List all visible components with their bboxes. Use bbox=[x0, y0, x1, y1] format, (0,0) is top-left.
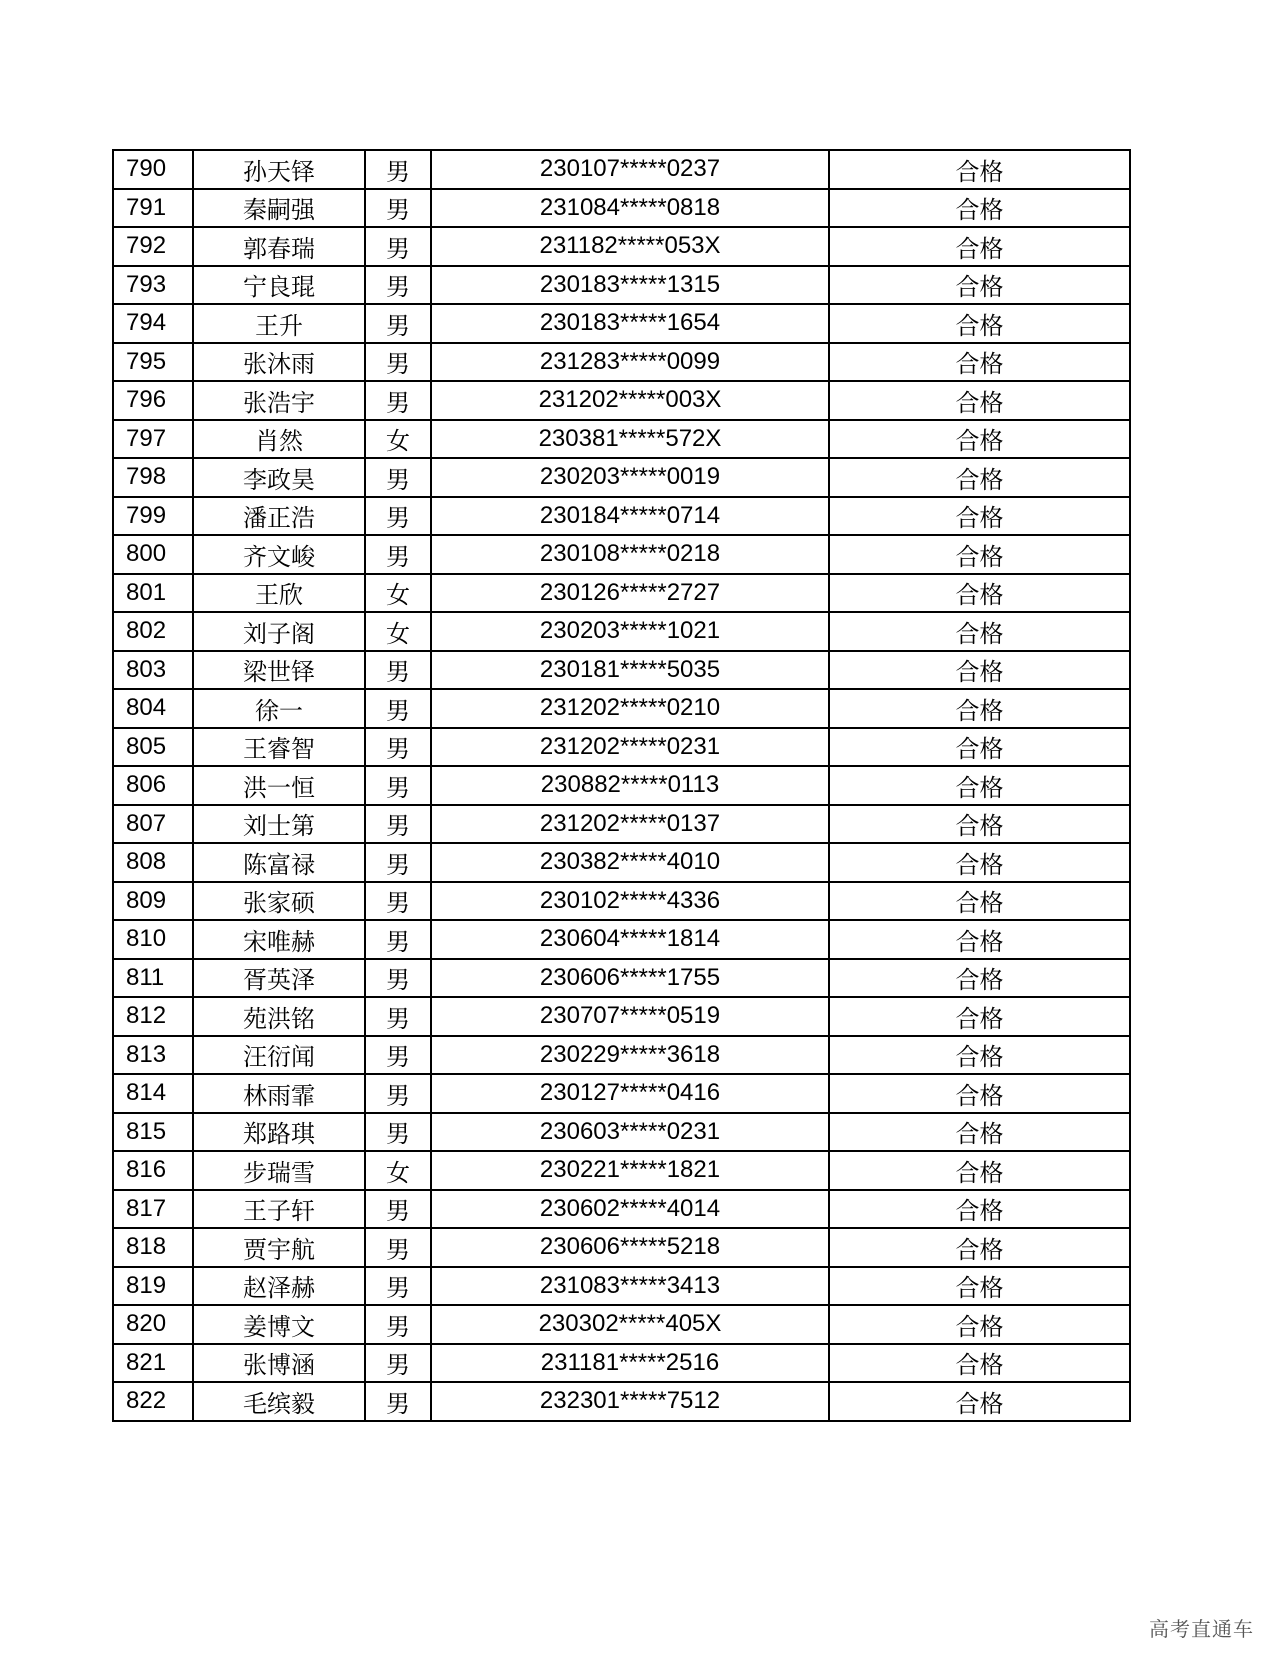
row-number: 803 bbox=[113, 651, 193, 690]
candidate-id-number: 231182*****053X bbox=[431, 227, 829, 266]
table-row bbox=[113, 1190, 1130, 1229]
result-status: 合格 bbox=[829, 1228, 1130, 1267]
result-status: 合格 bbox=[829, 843, 1130, 882]
row-number: 797 bbox=[113, 420, 193, 459]
candidate-id-number: 230203*****0019 bbox=[431, 458, 829, 497]
candidate-name: 赵泽赫 bbox=[193, 1267, 365, 1306]
row-number: 819 bbox=[113, 1267, 193, 1306]
row-number: 817 bbox=[113, 1190, 193, 1229]
candidate-gender: 男 bbox=[365, 304, 431, 343]
table-row bbox=[113, 535, 1130, 574]
row-number: 810 bbox=[113, 920, 193, 959]
result-status: 合格 bbox=[829, 1267, 1130, 1306]
candidate-id-number: 230382*****4010 bbox=[431, 843, 829, 882]
candidate-id-number: 230181*****5035 bbox=[431, 651, 829, 690]
result-status: 合格 bbox=[829, 1305, 1130, 1344]
candidate-gender: 男 bbox=[365, 189, 431, 228]
row-number: 816 bbox=[113, 1151, 193, 1190]
candidate-id-number: 231202*****0231 bbox=[431, 728, 829, 767]
table-row bbox=[113, 1382, 1130, 1421]
candidate-name: 张沐雨 bbox=[193, 343, 365, 382]
row-number: 806 bbox=[113, 766, 193, 805]
candidate-id-number: 230184*****0714 bbox=[431, 497, 829, 536]
row-number: 808 bbox=[113, 843, 193, 882]
table-row bbox=[113, 1228, 1130, 1267]
candidate-name: 胥英泽 bbox=[193, 959, 365, 998]
candidate-id-number: 230602*****4014 bbox=[431, 1190, 829, 1229]
candidate-name: 郭春瑞 bbox=[193, 227, 365, 266]
candidate-name: 刘子阁 bbox=[193, 612, 365, 651]
candidate-name: 梁世铎 bbox=[193, 651, 365, 690]
table-row bbox=[113, 497, 1130, 536]
result-status: 合格 bbox=[829, 420, 1130, 459]
candidate-name: 秦嗣强 bbox=[193, 189, 365, 228]
candidate-id-number: 230108*****0218 bbox=[431, 535, 829, 574]
result-status: 合格 bbox=[829, 882, 1130, 921]
table-row bbox=[113, 1267, 1130, 1306]
candidate-name: 李政昊 bbox=[193, 458, 365, 497]
candidate-gender: 男 bbox=[365, 1267, 431, 1306]
row-number: 818 bbox=[113, 1228, 193, 1267]
candidate-name: 王欣 bbox=[193, 574, 365, 613]
candidate-name: 贾宇航 bbox=[193, 1228, 365, 1267]
table-row bbox=[113, 920, 1130, 959]
candidate-name: 张家硕 bbox=[193, 882, 365, 921]
result-status: 合格 bbox=[829, 1113, 1130, 1152]
candidate-gender: 男 bbox=[365, 1036, 431, 1075]
candidate-gender: 男 bbox=[365, 1190, 431, 1229]
row-number: 798 bbox=[113, 458, 193, 497]
table-row bbox=[113, 612, 1130, 651]
candidate-gender: 男 bbox=[365, 882, 431, 921]
candidate-name: 刘士第 bbox=[193, 805, 365, 844]
row-number: 813 bbox=[113, 1036, 193, 1075]
candidate-name: 步瑞雪 bbox=[193, 1151, 365, 1190]
candidate-id-number: 230127*****0416 bbox=[431, 1074, 829, 1113]
candidate-id-number: 231083*****3413 bbox=[431, 1267, 829, 1306]
candidate-gender: 男 bbox=[365, 689, 431, 728]
candidate-id-number: 230302*****405X bbox=[431, 1305, 829, 1344]
candidate-name: 宁良琨 bbox=[193, 266, 365, 305]
candidate-name: 齐文峻 bbox=[193, 535, 365, 574]
candidate-gender: 女 bbox=[365, 612, 431, 651]
candidate-gender: 男 bbox=[365, 651, 431, 690]
table-row bbox=[113, 266, 1130, 305]
results-table-body bbox=[113, 150, 1130, 1421]
candidate-gender: 男 bbox=[365, 458, 431, 497]
candidate-name: 肖然 bbox=[193, 420, 365, 459]
candidate-gender: 男 bbox=[365, 343, 431, 382]
result-status: 合格 bbox=[829, 997, 1130, 1036]
result-status: 合格 bbox=[829, 381, 1130, 420]
result-status: 合格 bbox=[829, 1382, 1130, 1421]
row-number: 802 bbox=[113, 612, 193, 651]
candidate-gender: 男 bbox=[365, 728, 431, 767]
candidate-gender: 女 bbox=[365, 1151, 431, 1190]
row-number: 792 bbox=[113, 227, 193, 266]
result-status: 合格 bbox=[829, 1151, 1130, 1190]
candidate-gender: 男 bbox=[365, 227, 431, 266]
candidate-gender: 男 bbox=[365, 535, 431, 574]
row-number: 821 bbox=[113, 1344, 193, 1383]
results-table bbox=[112, 149, 1131, 1422]
row-number: 822 bbox=[113, 1382, 193, 1421]
candidate-name: 徐一 bbox=[193, 689, 365, 728]
table-row bbox=[113, 227, 1130, 266]
result-status: 合格 bbox=[829, 920, 1130, 959]
candidate-id-number: 230229*****3618 bbox=[431, 1036, 829, 1075]
candidate-id-number: 231202*****0210 bbox=[431, 689, 829, 728]
result-status: 合格 bbox=[829, 227, 1130, 266]
table-row bbox=[113, 1151, 1130, 1190]
candidate-gender: 男 bbox=[365, 1344, 431, 1383]
candidate-gender: 男 bbox=[365, 266, 431, 305]
candidate-id-number: 231084*****0818 bbox=[431, 189, 829, 228]
candidate-name: 张浩宇 bbox=[193, 381, 365, 420]
table-row bbox=[113, 766, 1130, 805]
result-status: 合格 bbox=[829, 805, 1130, 844]
candidate-id-number: 230221*****1821 bbox=[431, 1151, 829, 1190]
candidate-gender: 男 bbox=[365, 1074, 431, 1113]
row-number: 807 bbox=[113, 805, 193, 844]
result-status: 合格 bbox=[829, 959, 1130, 998]
row-number: 809 bbox=[113, 882, 193, 921]
row-number: 820 bbox=[113, 1305, 193, 1344]
result-status: 合格 bbox=[829, 304, 1130, 343]
result-status: 合格 bbox=[829, 343, 1130, 382]
row-number: 794 bbox=[113, 304, 193, 343]
table-row bbox=[113, 458, 1130, 497]
table-row bbox=[113, 1036, 1130, 1075]
row-number: 795 bbox=[113, 343, 193, 382]
result-status: 合格 bbox=[829, 728, 1130, 767]
result-status: 合格 bbox=[829, 574, 1130, 613]
table-row bbox=[113, 805, 1130, 844]
result-status: 合格 bbox=[829, 766, 1130, 805]
table-row bbox=[113, 1344, 1130, 1383]
candidate-id-number: 230606*****5218 bbox=[431, 1228, 829, 1267]
result-status: 合格 bbox=[829, 1036, 1130, 1075]
candidate-id-number: 230183*****1315 bbox=[431, 266, 829, 305]
row-number: 811 bbox=[113, 959, 193, 998]
table-row bbox=[113, 381, 1130, 420]
table-row bbox=[113, 689, 1130, 728]
candidate-id-number: 232301*****7512 bbox=[431, 1382, 829, 1421]
row-number: 790 bbox=[113, 150, 193, 189]
table-row bbox=[113, 574, 1130, 613]
row-number: 801 bbox=[113, 574, 193, 613]
row-number: 791 bbox=[113, 189, 193, 228]
candidate-name: 宋唯赫 bbox=[193, 920, 365, 959]
table-row bbox=[113, 150, 1130, 189]
result-status: 合格 bbox=[829, 1190, 1130, 1229]
candidate-gender: 男 bbox=[365, 959, 431, 998]
row-number: 815 bbox=[113, 1113, 193, 1152]
result-status: 合格 bbox=[829, 535, 1130, 574]
table-row bbox=[113, 1074, 1130, 1113]
candidate-name: 王睿智 bbox=[193, 728, 365, 767]
candidate-id-number: 230707*****0519 bbox=[431, 997, 829, 1036]
candidate-id-number: 230882*****0113 bbox=[431, 766, 829, 805]
candidate-id-number: 231181*****2516 bbox=[431, 1344, 829, 1383]
watermark: 高考直通车 bbox=[1149, 1617, 1254, 1641]
candidate-name: 洪一恒 bbox=[193, 766, 365, 805]
candidate-gender: 男 bbox=[365, 150, 431, 189]
candidate-gender: 男 bbox=[365, 805, 431, 844]
candidate-name: 毛缤毅 bbox=[193, 1382, 365, 1421]
row-number: 793 bbox=[113, 266, 193, 305]
candidate-gender: 男 bbox=[365, 1382, 431, 1421]
candidate-id-number: 230604*****1814 bbox=[431, 920, 829, 959]
table-row bbox=[113, 959, 1130, 998]
candidate-name: 孙天铎 bbox=[193, 150, 365, 189]
candidate-id-number: 230381*****572X bbox=[431, 420, 829, 459]
candidate-name: 陈富禄 bbox=[193, 843, 365, 882]
candidate-name: 郑路琪 bbox=[193, 1113, 365, 1152]
candidate-id-number: 230606*****1755 bbox=[431, 959, 829, 998]
table-row bbox=[113, 420, 1130, 459]
result-status: 合格 bbox=[829, 651, 1130, 690]
table-row bbox=[113, 651, 1130, 690]
result-status: 合格 bbox=[829, 612, 1130, 651]
result-status: 合格 bbox=[829, 689, 1130, 728]
candidate-gender: 男 bbox=[365, 1228, 431, 1267]
table-row bbox=[113, 304, 1130, 343]
candidate-name: 姜博文 bbox=[193, 1305, 365, 1344]
candidate-name: 潘正浩 bbox=[193, 497, 365, 536]
result-status: 合格 bbox=[829, 1344, 1130, 1383]
candidate-gender: 男 bbox=[365, 766, 431, 805]
candidate-gender: 女 bbox=[365, 574, 431, 613]
result-status: 合格 bbox=[829, 1074, 1130, 1113]
result-status: 合格 bbox=[829, 150, 1130, 189]
table-row bbox=[113, 997, 1130, 1036]
candidate-gender: 男 bbox=[365, 1305, 431, 1344]
candidate-name: 王子轩 bbox=[193, 1190, 365, 1229]
candidate-id-number: 230102*****4336 bbox=[431, 882, 829, 921]
table-row bbox=[113, 343, 1130, 382]
result-status: 合格 bbox=[829, 497, 1130, 536]
candidate-id-number: 230603*****0231 bbox=[431, 1113, 829, 1152]
candidate-id-number: 230126*****2727 bbox=[431, 574, 829, 613]
result-status: 合格 bbox=[829, 458, 1130, 497]
candidate-gender: 男 bbox=[365, 997, 431, 1036]
candidate-name: 张博涵 bbox=[193, 1344, 365, 1383]
candidate-id-number: 231202*****003X bbox=[431, 381, 829, 420]
table-row bbox=[113, 728, 1130, 767]
candidate-gender: 女 bbox=[365, 420, 431, 459]
row-number: 814 bbox=[113, 1074, 193, 1113]
table-row bbox=[113, 882, 1130, 921]
row-number: 800 bbox=[113, 535, 193, 574]
candidate-gender: 男 bbox=[365, 497, 431, 536]
table-row bbox=[113, 1113, 1130, 1152]
candidate-id-number: 230203*****1021 bbox=[431, 612, 829, 651]
candidate-name: 林雨霏 bbox=[193, 1074, 365, 1113]
candidate-gender: 男 bbox=[365, 920, 431, 959]
row-number: 805 bbox=[113, 728, 193, 767]
result-status: 合格 bbox=[829, 189, 1130, 228]
row-number: 812 bbox=[113, 997, 193, 1036]
candidate-name: 王升 bbox=[193, 304, 365, 343]
candidate-id-number: 230107*****0237 bbox=[431, 150, 829, 189]
row-number: 799 bbox=[113, 497, 193, 536]
candidate-id-number: 231202*****0137 bbox=[431, 805, 829, 844]
candidate-name: 汪衍闻 bbox=[193, 1036, 365, 1075]
candidate-gender: 男 bbox=[365, 381, 431, 420]
candidate-id-number: 230183*****1654 bbox=[431, 304, 829, 343]
candidate-gender: 男 bbox=[365, 843, 431, 882]
table-row bbox=[113, 1305, 1130, 1344]
result-status: 合格 bbox=[829, 266, 1130, 305]
row-number: 796 bbox=[113, 381, 193, 420]
candidate-gender: 男 bbox=[365, 1113, 431, 1152]
row-number: 804 bbox=[113, 689, 193, 728]
table-row bbox=[113, 189, 1130, 228]
candidate-id-number: 231283*****0099 bbox=[431, 343, 829, 382]
table-row bbox=[113, 843, 1130, 882]
candidate-name: 苑洪铭 bbox=[193, 997, 365, 1036]
